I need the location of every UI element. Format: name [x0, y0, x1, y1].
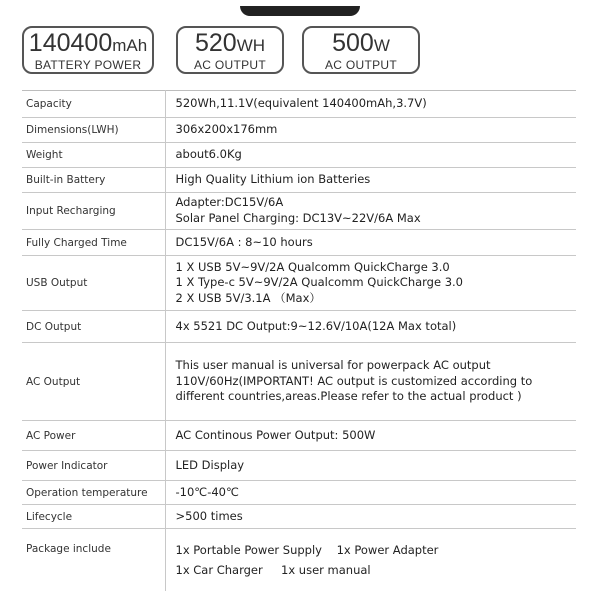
spec-value-line: 1 X Type-c 5V~9V/2A Qualcomm QuickCharge 3.0: [175, 275, 463, 290]
ac-output-energy-unit: WH: [236, 36, 266, 55]
spec-value-line: 1x Portable Power Supply 1x Power Adapter: [175, 543, 439, 557]
spec-value-line: DC15V/6A : 8~10 hours: [175, 234, 313, 249]
spec-label: Package include: [22, 529, 165, 591]
spec-value: [165, 168, 576, 193]
badge-row: [22, 26, 582, 78]
ac-output-power-number: 500: [332, 29, 374, 57]
spec-value: [165, 91, 576, 118]
ac-output-energy-value: [178, 31, 282, 56]
battery-capacity-value: [24, 31, 152, 56]
spec-value: [165, 143, 576, 168]
spec-value: [165, 481, 576, 505]
spec-row-fully-charged-time: [22, 230, 576, 256]
spec-value-line: -10℃-40℃: [175, 484, 239, 499]
spec-label: Operation temperature: [22, 481, 165, 505]
spec-row-lifecycle: [22, 505, 576, 529]
spec-label: Lifecycle: [22, 505, 165, 529]
spec-row-capacity: [22, 91, 576, 118]
spec-value-line: 4x 5521 DC Output:9~12.6V/10A(12A Max total): [175, 318, 457, 333]
product-image-edge: [240, 6, 360, 16]
spec-label: Weight: [22, 143, 165, 168]
ac-output-energy-number: 520: [194, 29, 237, 57]
spec-row-ac-output: [22, 343, 576, 421]
spec-value-line: 1 X USB 5V~9V/2A Qualcomm QuickCharge 3.0: [175, 259, 450, 274]
spec-row-usb-output: [22, 256, 576, 311]
ac-output-energy-caption: AC OUTPUT: [193, 58, 267, 72]
spec-value-line: >500 times: [175, 508, 243, 523]
battery-capacity-number: 140400: [28, 29, 113, 57]
spec-value-line: 306x200x176mm: [175, 122, 278, 137]
spec-value: [165, 256, 576, 311]
spec-row-input-recharging: [22, 193, 576, 230]
spec-label: Fully Charged Time: [22, 230, 165, 256]
spec-label: DC Output: [22, 311, 165, 343]
spec-row-ac-power: [22, 421, 576, 451]
spec-table: [22, 90, 576, 591]
spec-label: Capacity: [22, 91, 165, 118]
spec-row-weight: [22, 143, 576, 168]
spec-value: [165, 311, 576, 343]
spec-label: AC Power: [22, 421, 165, 451]
spec-value-line: 1x Car Charger 1x user manual: [175, 562, 371, 577]
spec-row-package-include: [22, 529, 576, 591]
spec-value: [165, 343, 576, 421]
ac-output-power-value: [304, 31, 418, 56]
spec-label: AC Output: [22, 343, 165, 421]
spec-value: [165, 529, 576, 591]
spec-value-line: about6.0Kg: [175, 147, 242, 162]
spec-row-power-indicator: [22, 451, 576, 481]
battery-power-badge: [22, 26, 154, 74]
ac-output-power-unit: W: [373, 36, 390, 55]
spec-value-paragraph: This user manual is universal for powerpack AC output 110V/60Hz(IMPORTANT! AC output is customized according to different countries,areas.Please refer to the actual product ): [175, 358, 533, 404]
spec-row-built-in-battery: [22, 168, 576, 193]
spec-label: USB Output: [22, 256, 165, 311]
spec-value: [165, 505, 576, 529]
spec-value-line: 2 X USB 5V/3.1A （Max）: [175, 290, 321, 305]
spec-row-dc-output: [22, 311, 576, 343]
ac-output-power-caption: AC OUTPUT: [324, 58, 398, 72]
spec-value-line: 520Wh,11.1V(equivalent 140400mAh,3.7V): [175, 96, 427, 111]
spec-value-line: Adapter:DC15V/6A: [175, 195, 284, 210]
spec-value: [165, 118, 576, 143]
spec-label: Dimensions(LWH): [22, 118, 165, 143]
ac-output-power-badge: [302, 26, 420, 74]
ac-output-energy-badge: [176, 26, 284, 74]
spec-value-line: Solar Panel Charging: DC13V~22V/6A Max: [175, 211, 421, 225]
spec-row-operation-temperature: [22, 481, 576, 505]
spec-value-line: LED Display: [175, 457, 245, 472]
spec-value-line: AC Continous Power Output: 500W: [175, 427, 376, 442]
spec-label: Built-in Battery: [22, 168, 165, 193]
spec-label: Power Indicator: [22, 451, 165, 481]
battery-capacity-unit: mAh: [112, 36, 148, 55]
battery-power-caption: BATTERY POWER: [34, 58, 142, 72]
spec-value: [165, 451, 576, 481]
spec-label: Input Recharging: [22, 193, 165, 230]
spec-value: [165, 230, 576, 256]
spec-value-line: High Quality Lithium ion Batteries: [175, 172, 371, 187]
spec-value: [165, 193, 576, 230]
spec-value: [165, 421, 576, 451]
spec-row-dimensions: [22, 118, 576, 143]
